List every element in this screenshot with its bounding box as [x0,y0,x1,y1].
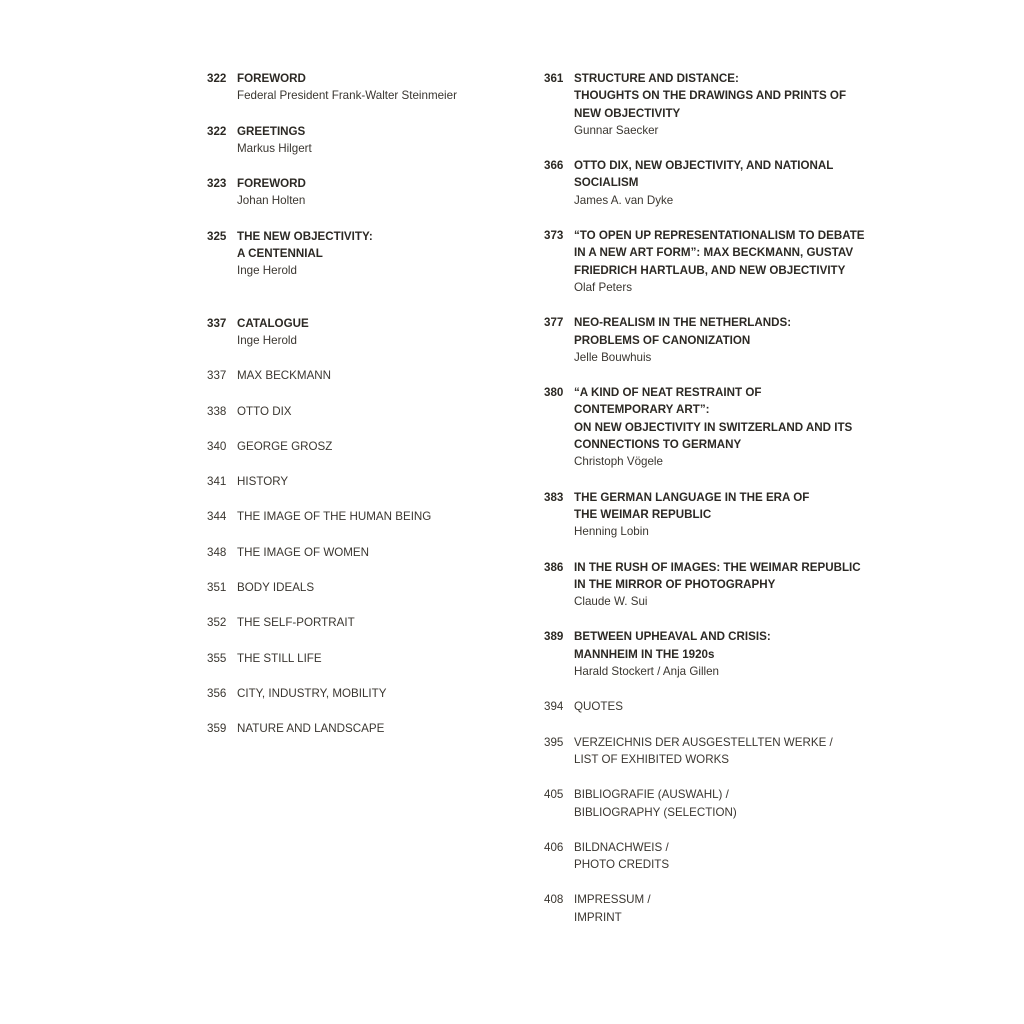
toc-page-number: 323 [207,177,227,191]
toc-title-line: GREETINGS [237,124,306,138]
toc-page-number: 325 [207,229,227,243]
toc-entry-body [574,227,874,296]
toc-author: Federal President Frank-Walter Steinmeier [237,89,457,103]
toc-title-line: BIBLIOGRAFIE (AUSWAHL) / [574,788,729,802]
toc-entry-body [574,559,874,611]
toc-entry [207,228,507,280]
toc-title-line: IN A NEW ART FORM”: MAX BECKMANN, GUSTAV [574,246,854,260]
toc-title-line: THE WEIMAR REPUBLIC [574,507,712,521]
toc-page-number: 337 [207,316,227,330]
toc-entry-body [574,70,874,139]
toc-entry-body [237,473,507,490]
toc-title-line: BILDNACHWEIS / [574,840,669,854]
toc-title-line: QUOTES [574,700,623,714]
toc-entry [207,123,507,158]
toc-entry [207,614,507,631]
toc-entry-body [237,685,507,702]
toc-title-line: CONTEMPORARY ART”: [574,403,710,417]
toc-title-line: CATALOGUE [237,316,309,330]
toc-page-number: 386 [544,560,564,574]
toc-entry-body [237,315,507,350]
toc-entry-body [574,698,874,715]
toc-title-line: A CENTENNIAL [237,247,323,261]
toc-entry [207,685,507,702]
toc-entry [207,175,507,210]
toc-page-number: 373 [544,229,564,243]
toc-page-number: 377 [544,316,564,330]
toc-author: Henning Lobin [574,525,649,539]
toc-page-number: 341 [207,475,227,489]
toc-title-line: THE IMAGE OF THE HUMAN BEING [237,510,432,524]
toc-entry [544,384,874,470]
toc-entry-body [237,367,507,384]
toc-title-line: PROBLEMS OF CANONIZATION [574,333,751,347]
toc-entry [544,157,874,209]
toc-title-line: FOREWORD [237,177,306,191]
toc-entry-body [574,891,874,926]
toc-author: Johan Holten [237,194,306,208]
toc-right-column [544,70,874,926]
toc-entry-body [574,157,874,209]
toc-title-line: SOCIALISM [574,176,639,190]
toc-entry [544,70,874,139]
toc-entry [207,438,507,455]
toc-title-line: THE SELF-PORTRAIT [237,616,355,630]
toc-page-number: 340 [207,439,227,453]
toc-page-number: 366 [544,159,564,173]
toc-entry [207,650,507,667]
toc-entry [207,720,507,737]
toc-entry [544,227,874,296]
toc-page-number: 344 [207,510,227,524]
toc-page-number: 352 [207,616,227,630]
toc-title-line: BIBLIOGRAPHY (SELECTION) [574,805,737,819]
toc-title-line: THE STILL LIFE [237,651,322,665]
toc-entry [207,315,507,350]
toc-entry [207,508,507,525]
toc-entry-body [237,438,507,455]
toc-entry-body [237,70,507,105]
toc-title-line: IMPRESSUM / [574,893,651,907]
toc-page-number: 338 [207,404,227,418]
toc-entry-body [574,314,874,366]
toc-title-line: THOUGHTS ON THE DRAWINGS AND PRINTS OF [574,89,847,103]
toc-page-number: 361 [544,72,564,85]
toc-page-number: 322 [207,124,227,138]
toc-entry [207,579,507,596]
toc-title-line: ON NEW OBJECTIVITY IN SWITZERLAND AND ITS [574,420,853,434]
toc-author: Olaf Peters [574,280,632,294]
toc-page-number: 348 [207,545,227,559]
toc-page-number: 405 [544,788,564,802]
toc-author: Harald Stockert / Anja Gillen [574,665,719,679]
toc-title-line: GEORGE GROSZ [237,439,333,453]
toc-entry-body [574,734,874,769]
toc-entry [207,403,507,420]
toc-entry-body [237,614,507,631]
toc-page-number: 395 [544,735,564,749]
toc-entry-body [237,508,507,525]
toc-title-line: NATURE AND LANDSCAPE [237,722,385,736]
toc-title-line: CITY, INDUSTRY, MOBILITY [237,686,387,700]
toc-entry [207,70,507,105]
toc-title-line: “A KIND OF NEAT RESTRAINT OF [574,386,762,400]
toc-author: James A. van Dyke [574,193,674,207]
toc-title-line: BODY IDEALS [237,581,315,595]
toc-title-line: LIST OF EXHIBITED WORKS [574,752,730,766]
toc-entry [544,489,874,541]
toc-page-number: 359 [207,722,227,736]
toc-entry [207,473,507,490]
toc-page-number: 408 [544,893,564,907]
toc-author: Inge Herold [237,264,297,278]
toc-title-line: BETWEEN UPHEAVAL AND CRISIS: [574,630,771,644]
toc-entry-body [237,579,507,596]
toc-title-line: VERZEICHNIS DER AUSGESTELLTEN WERKE / [574,735,833,749]
toc-page-number: 406 [544,840,564,854]
toc-title-line: IN THE MIRROR OF PHOTOGRAPHY [574,577,776,591]
toc-title-line: FRIEDRICH HARTLAUB, AND NEW OBJECTIVITY [574,263,846,277]
toc-entry-body [237,720,507,737]
toc-title-line: MANNHEIM IN THE 1920s [574,647,715,661]
toc-page-number: 356 [207,686,227,700]
toc-left-column [207,70,507,738]
toc-page-number: 389 [544,630,564,644]
toc-page-number: 337 [207,369,227,383]
toc-entry-body [574,839,874,874]
toc-entry [207,367,507,384]
toc-page-number: 351 [207,581,227,595]
toc-entry [544,839,874,874]
toc-author: Inge Herold [237,333,297,347]
toc-title-line: IN THE RUSH OF IMAGES: THE WEIMAR REPUBLIC [574,560,861,574]
toc-title-line: NEW OBJECTIVITY [574,106,681,120]
toc-title-line: IMPRINT [574,910,622,924]
toc-author: Gunnar Saecker [574,123,659,137]
toc-entry [544,628,874,680]
toc-entry [544,734,874,769]
toc-page-number: 380 [544,386,564,400]
toc-title-line: STRUCTURE AND DISTANCE: [574,72,739,85]
toc-title-line: THE IMAGE OF WOMEN [237,545,370,559]
toc-entry [544,698,874,715]
toc-title-line: “TO OPEN UP REPRESENTATIONALISM TO DEBATE [574,229,865,243]
toc-entry [544,559,874,611]
toc-entry-body [237,403,507,420]
toc-page-number: 394 [544,700,564,714]
toc-author: Christoph Vögele [574,455,663,469]
toc-entry-body [574,489,874,541]
toc-entry [207,544,507,561]
toc-title-line: FOREWORD [237,72,306,85]
toc-title-line: THE NEW OBJECTIVITY: [237,229,373,243]
toc-entry-body [237,650,507,667]
toc-page-number: 322 [207,72,227,85]
toc-author: Markus Hilgert [237,141,312,155]
toc-title-line: NEO-REALISM IN THE NETHERLANDS: [574,316,792,330]
toc-title-line: HISTORY [237,475,289,489]
toc-entry-body [237,228,507,280]
toc-title-line: CONNECTIONS TO GERMANY [574,438,742,452]
toc-title-line: THE GERMAN LANGUAGE IN THE ERA OF [574,490,810,504]
toc-author: Claude W. Sui [574,595,648,609]
toc-title-line: OTTO DIX, NEW OBJECTIVITY, AND NATIONAL [574,159,834,173]
toc-entry-body [574,628,874,680]
toc-title-line: MAX BECKMANN [237,369,332,383]
toc-entry-body [237,123,507,158]
toc-title-line: PHOTO CREDITS [574,858,670,872]
toc-entry-body [237,175,507,210]
toc-title-line: OTTO DIX [237,404,292,418]
toc-entry [544,891,874,926]
toc-entry-body [574,786,874,821]
toc-author: Jelle Bouwhuis [574,350,652,364]
toc-page-number: 355 [207,651,227,665]
toc-entry-body [574,384,874,470]
toc-entry [544,314,874,366]
toc-page-number: 383 [544,490,564,504]
toc-entry [544,786,874,821]
toc-entry-body [237,544,507,561]
